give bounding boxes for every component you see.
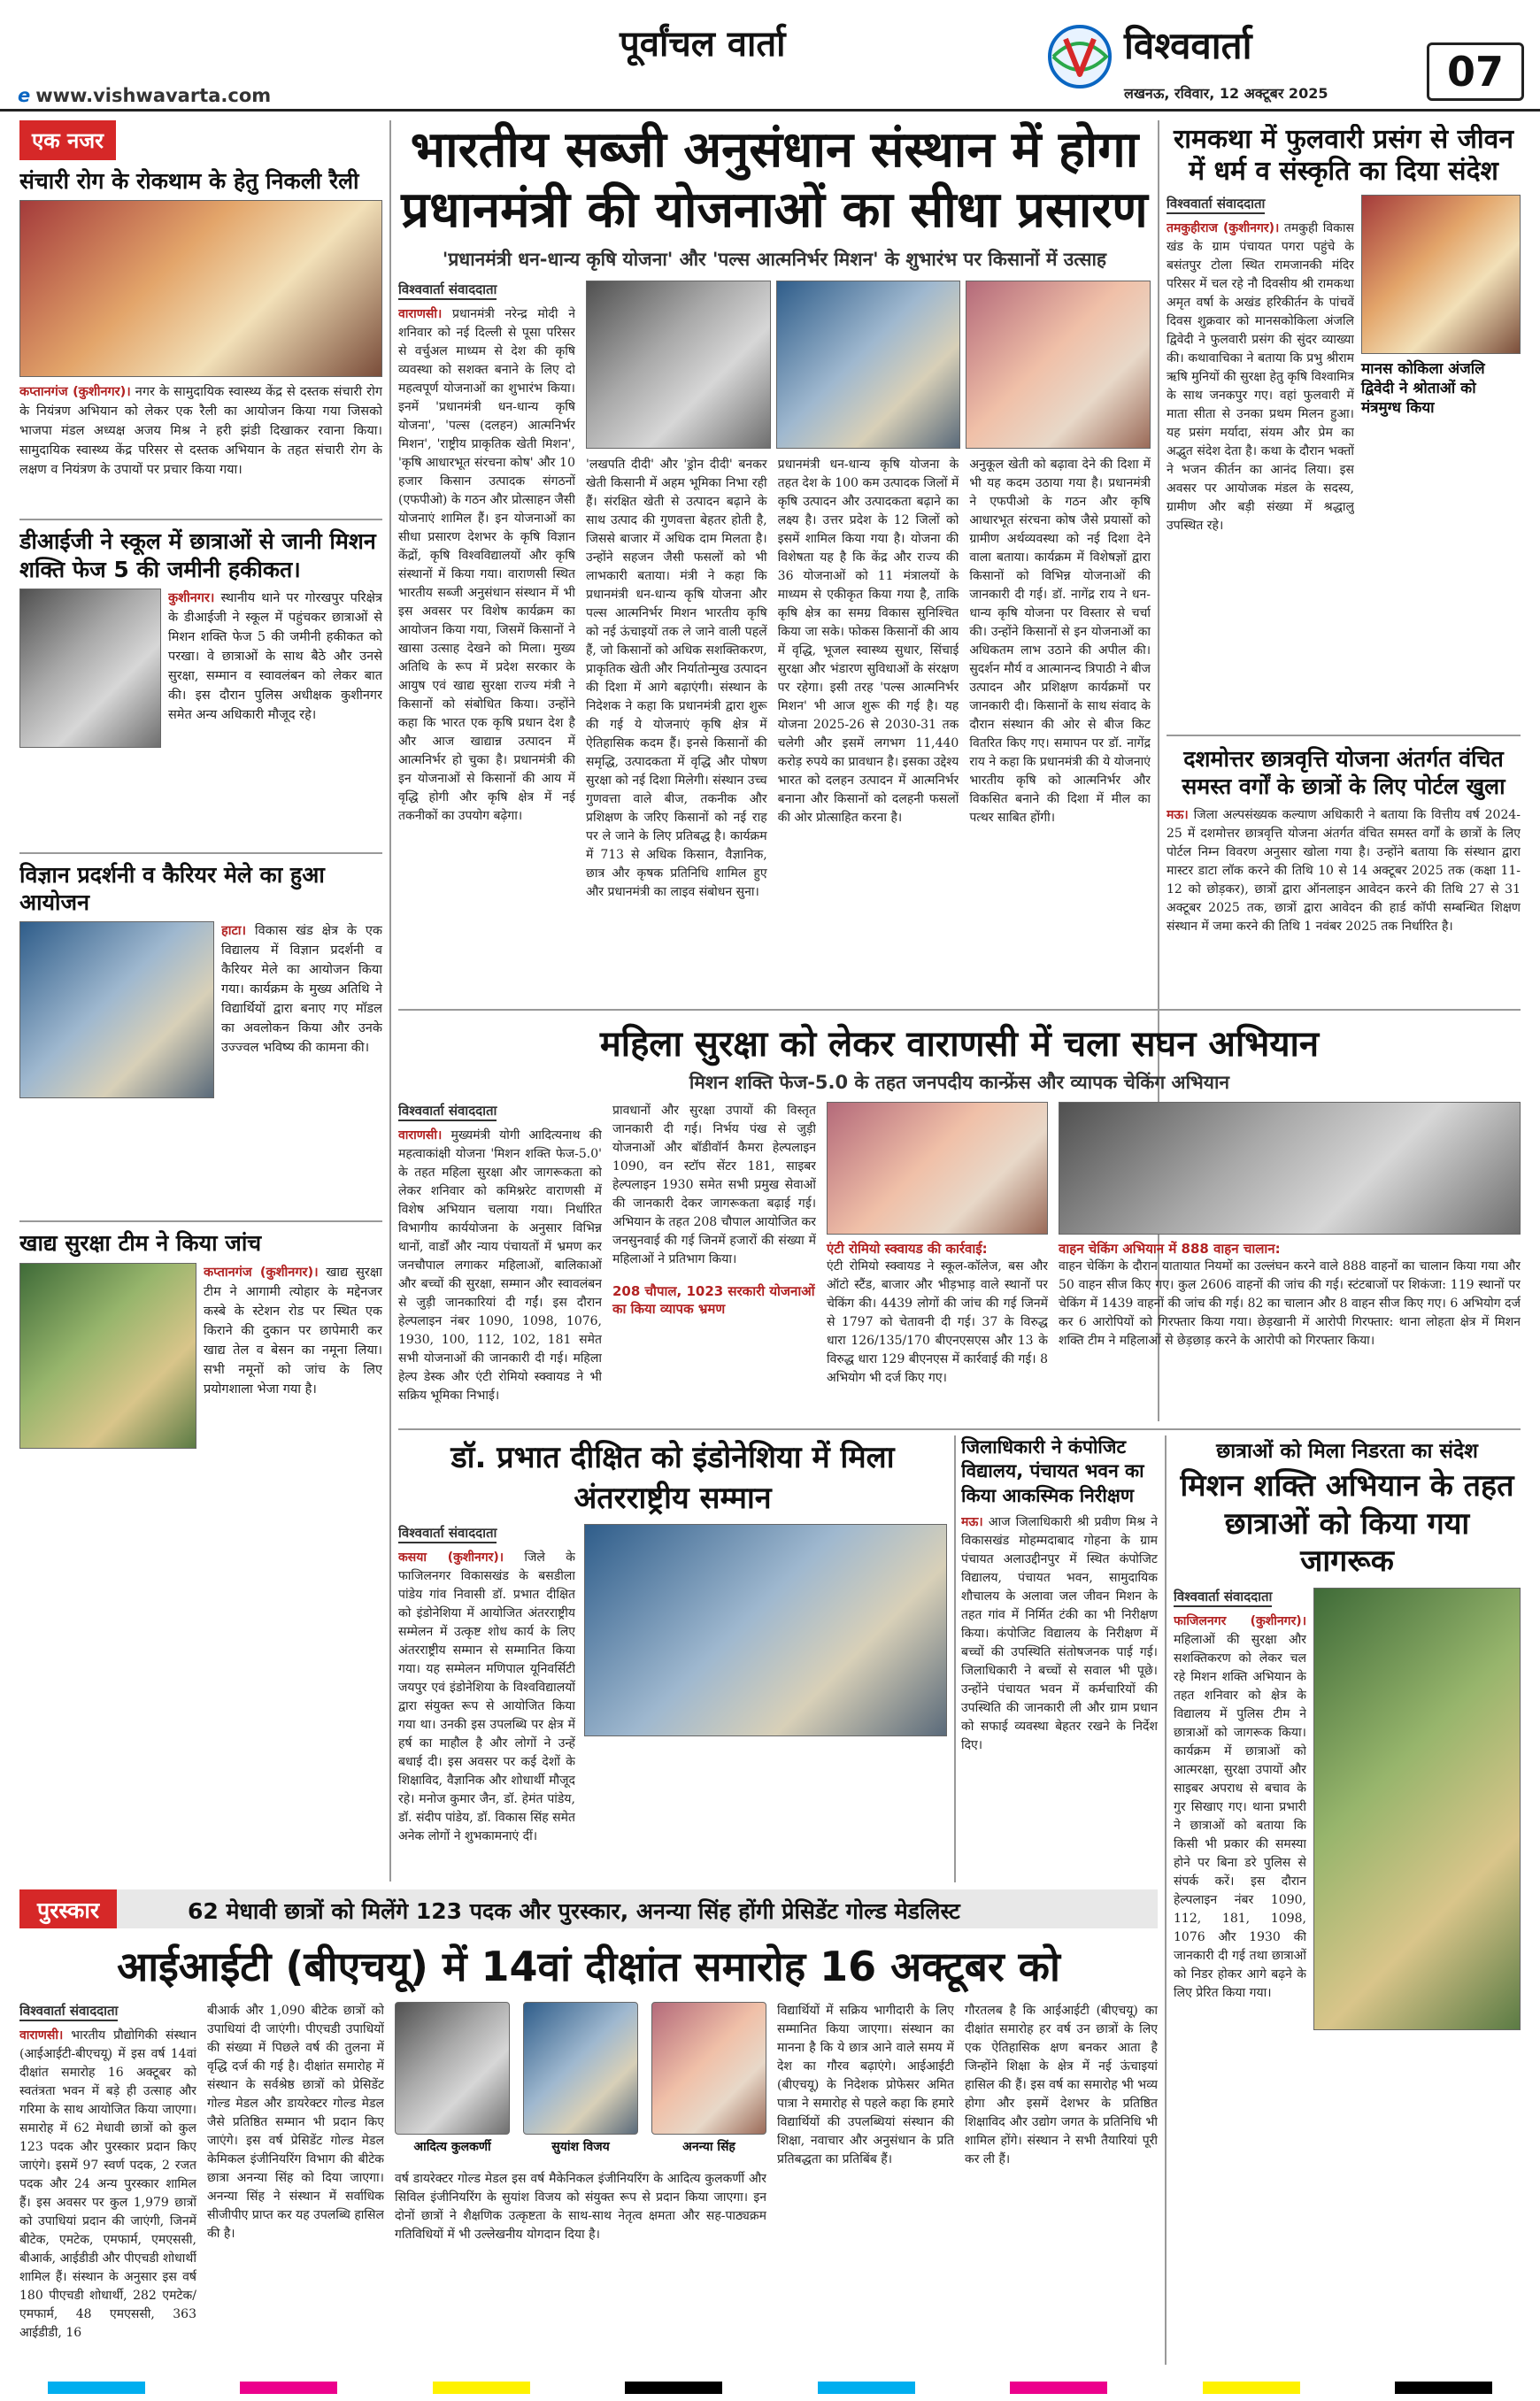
lead-photo-2 (776, 281, 961, 449)
iit-col5: विद्यार्थियों में सक्रिय भागीदारी के लिए सम्मानित किया जाएगा। संस्थान का मानना है कि ये छात्र आने वाले समय में देश का गौरव बढ़ाएंगे। आईआईटी (बीएचयू) के निदेशक प्रोफेसर अमित पात्रा ने समारोह से पहले कहा कि हमारे विद्यार्थियों की उपलब्धियां संस्थान की शिक्षा, नवाचार और अनुसंधान के प्रति प्रतिबद्धता का प्रतिबिंब हैं। (777, 2004, 954, 2166)
women-safety-story (398, 1018, 1521, 1421)
page-number: 07 (1427, 42, 1524, 101)
ek-nazar-tag: एक नजर (19, 120, 116, 160)
safety-col4: एंटी रोमियो स्क्वायड ने स्कूल-कॉलेज, बस और ऑटो स्टैंड, बाजार और भीड़भाड़ वाले स्थानों पर चेकिंग की। 4439 लोगों की जांच की गई जिनमें से 1797 को चेतावनी दी गई। 37 के विरुद्ध धारा 126/135/170 बीएनएसएस और 13 के विरुद्ध धारा 129 बीएनएस में कार्रवाई की गई। 8 अभियोग भी दर्ज किए गए। (827, 1259, 1048, 1385)
lead-col3: प्रधानमंत्री धन-धान्य कृषि योजना के तहत देश के 100 कम उत्पादक जिलों में कृषि उत्पादन और उत्पादकता बढ़ाने का लक्ष्य है। उत्तर प्रदेश के 12 जिलों को इसमें शामिल किया गया है। योजना की विशेषता यह है कि केंद्र और राज्य की 36 योजनाओं को 11 मंत्रालयों के माध्यम से एकीकृत किया गया है, ताकि कृषि क्षेत्र का समग्र विकास सुनिश्चित किया जा सके। फोकस किसानों की आय में वृद्धि, भूजल स्वास्थ्य सुधार, सिंचाई सुरक्षा और भंडारण सुविधाओं के संरक्षण पर रहेगा। इसी तरह 'पल्स आत्मनिर्भर मिशन' भी आज शुरू की गई है। यह योजना 2025-26 से 2030-31 तक चलेगी और इसमें लगभग 11,440 करोड़ रुपये का प्रावधान है। इसका उद्देश्य भारत को दलहन उत्पादन में आत्मनिर्भर बनाना और किसानों को दलहनी फसलों की ओर प्रोत्साहित करना है। (777, 457, 959, 825)
site-url[interactable] (18, 85, 271, 106)
lead-subhead: 'प्रधानमंत्री धन-धान्य कृषि योजना' और 'पल्स आत्मनिर्भर मिशन' के शुभारंभ पर किसानों में उत्साह (442, 248, 1107, 270)
indonesia-story (398, 1435, 947, 1882)
article-2-body: कुशीनगर। स्थानीय थाने पर गोरखपुर परिक्षेत्र के डीआईजी ने स्कूल में पहुंचकर छात्राओं से मिशन शक्ति फेज 5 की जमीनी हकीकत को परखा। वे छात्राओं के साथ बैठे और उनसे सुरक्षा, सम्मान व स्वावलंबन को लेकर बात की। इस दौरान पुलिस अधीक्षक कुशीनगर समेत अन्य अधिकारी मौजूद रहे। (168, 590, 382, 722)
article-1-body: कप्तानगंज (कुशीनगर)। नगर के सामुदायिक स्वास्थ्य केंद्र से दस्तक संचारी रोग के नियंत्रण अभियान को लेकर एक रैली का आयोजन किया गया जिसको भाजपा मंडल अध्यक्ष अजय मिश्र ने हरी झंडी दिखाकर रवाना किया। सामुदायिक स्वास्थ्य केंद्र परिसर से दस्तक अभियान के तहत संचारी रोग के लक्षण व नियंत्रण के उपायों पर प्रचार किया गया। (19, 385, 382, 478)
ramkatha-body: तमकुहीराज (कुशीनगर)। तमकुही विकास खंड के ग्राम पंचायत पगरा पहुंचे के बसंतपुर टोला स्थित रामजानकी मंदिर परिसर में चल रहे नौ दिवसीय श्री रामकथा अमृत वर्षा के अखंड हरिकीर्तन के पांचवें दिवस शुक्रवार को मानसकोकिला अंजलि द्विवेदी ने फुलवारी प्रसंग की सुंदर व्याख्या की। कथावाचिका ने बताया कि प्रभु श्रीराम ऋषि मुनियों की सुरक्षा हेतु कृषि विश्वामित्र के साथ जनकपुर गए। वहां फुलवारी में माता सीता से उनका प्रथम मिलन हुआ। यह प्रसंग मर्यादा, संयम और प्रेम का अद्भुत संदेश देता है। कथा के दौरान भक्तों ने भजन कीर्तन का आनंद लिया। इस अवसर पर आयोजक मंडल के सदस्य, ग्रामीण और बड़ी संख्या में श्रद्धालु उपस्थित रहे। (1167, 221, 1354, 533)
masthead (0, 0, 1540, 112)
portrait-aditya (395, 2002, 510, 2135)
lead-photo-3 (966, 281, 1151, 449)
safety-headline: महिला सुरक्षा को लेकर वाराणसी में चला सघन अभियान (599, 1024, 1320, 1065)
lead-bureau: विश्ववार्ता संवाददाता (398, 281, 497, 300)
safety-photo-1 (827, 1102, 1048, 1235)
safety-sub3: वाहन चेकिंग अभियान में 888 वाहन चालान: (1059, 1241, 1281, 1257)
brand-block (1044, 18, 1434, 106)
section-title: पूर्वांचल वार्ता (620, 24, 786, 65)
safety-sub1: 208 चौपाल, 1023 सरकारी योजनाओं का किया व्यापक भ्रमण (612, 1283, 815, 1317)
ramkatha-bureau: विश्ववार्ता संवाददाता (1167, 195, 1265, 214)
ramkatha-head: रामकथा में फुलवारी प्रसंग से जीवन में धर्म व संस्कृति का दिया संदेश (1174, 124, 1513, 187)
scholarship-body: मऊ। जिला अल्पसंख्यक कल्याण अधिकारी ने बताया कि वित्तीय वर्ष 2024-25 में दशमोत्तर छात्रवृत्ति योजना अंतर्गत वंचित समस्त वर्गों के छात्रों के लिए पोर्टल निम्न विवरण अनुसार खोला गया है। उन्होंने बताया कि संस्थान द्वारा मास्टर डाटा लॉक करने की तिथि 10 से 14 अक्टूबर 2025 तक (कक्षा 11-12 को छोड़कर), छात्रों द्वारा ऑनलाइन आवेदन करने की तिथि 27 से 31 अक्टूबर 2025 तक, छात्रों द्वारा आवेदन की हार्ड कॉपी सम्बन्धित शिक्षण संस्थान में जमा करने की तिथि 1 नवंबर 2025 तक निर्धारित है। (1167, 807, 1521, 934)
iit-col2: बीआर्क और 1,090 बीटेक छात्रों को उपाधियां दी जाएंगी। पीएचडी उपाधियों की संख्या में पिछले वर्ष की तुलना में वृद्धि दर्ज की गई है। दीक्षांत समारोह में संस्थान के सर्वश्रेष्ठ छात्रों को प्रेसिडेंट गोल्ड मेडल और डायरेक्टर गोल्ड मेडल जैसे प्रतिष्ठित सम्मान भी प्रदान किए जाएंगे। इस वर्ष प्रेसिडेंट गोल्ड मेडल केमिकल इंजीनियरिंग विभाग की बीटेक छात्रा अनन्या सिंह को दिया जाएगा। अनन्या सिंह ने संस्थान में सर्वाधिक सीजीपीए प्राप्त कर यह उपलब्धि हासिल की है। (207, 2004, 384, 2241)
safety-subhead: मिशन शक्ति फेज-5.0 के तहत जनपदीय कान्फ्रेंस और व्यापक चेकिंग अभियान (689, 1072, 1230, 1093)
scholarship-story (1167, 745, 1521, 993)
safety-body: वाराणसी। मुख्यमंत्री योगी आदित्यनाथ की महत्वाकांक्षी योजना 'मिशन शक्ति फेज-5.0' के तहत महिला सुरक्षा और जागरूकता को लेकर शनिवार को कमिश्नरेट वाराणसी में विशेष अभियान चलाया गया। निर्धारित विभागीय कार्ययोजना के अनुसार विभिन्न थानों, वार्डों और न्याय पंचायतों में भ्रमण कर जनचौपाल लगाकर महिलाओं, बालिकाओं और बच्चों की सुरक्षा, सम्मान और स्वावलंबन से जुड़ी जानकारियां दी गईं। इस दौरान हेल्पलाइन नंबर 1090, 1098, 1076, 1930, 100, 112, 102, 181 समेत सभी योजनाओं की जानकारी दी गई। महिला हेल्प डेस्क और एंटी रोमियो स्क्वायड ने भी सक्रिय भूमिका निभाई। (398, 1128, 602, 1403)
mission-shakti-bureau: विश्ववार्ता संवाददाता (1174, 1588, 1272, 1607)
article-4-body: कप्तानगंज (कुशीनगर)। खाद्य सुरक्षा टीम ने आगामी त्योहार के मद्देनजर कस्बे के स्टेशन रोड पर स्थित एक किराने की दुकान पर छापेमारी कर खाद्य तेल व बेसन का नमूना लिया। सभी नमूनों को जांच के लिए प्रयोगशाला भेजा गया है। (204, 1265, 382, 1397)
lead-col4: अनुकूल खेती को बढ़ावा देने की दिशा में भी यह कदम उठाया गया है। प्रधानमंत्री ने एफपीओ के गठन और कृषि आधारभूत संरचना कोष जैसे प्रयासों को ग्रामीण अर्थव्यवस्था को नई दिशा देने वाला बताया। कार्यक्रम में विशेषज्ञों द्वारा किसानों को विभिन्न योजनाओं की जानकारी दी गई। डॉ. नागेंद्र राय ने धन-धान्य कृषि योजना पर विस्तार से चर्चा की। उन्होंने किसानों से इन योजनाओं का अधिकतम लाभ उठाने की अपील की। सुदर्शन मौर्य व आत्मानन्द त्रिपाठी ने बीज उत्पादन और प्रशिक्षण कार्यक्रमों पर जानकारी दी। किसानों के साथ संवाद के दौरान संस्थान की ओर से बीज किट वितरित किए गए। समापन पर डॉ. नागेंद्र राय ने कहा कि प्रधानमंत्री की ये योजनाएं भारतीय कृषि को आत्मनिर्भर और विकसित बनाने की दिशा में मील का पत्थर साबित होंगी। (969, 457, 1151, 825)
iit-body: वाराणसी। भारतीय प्रौद्योगिकी संस्थान (आईआईटी-बीएचयू) में इस वर्ष 14वां दीक्षांत समारोह 16 अक्टूबर को स्वतंत्रता भवन में बड़े ही उत्साह और गरिमा के साथ आयोजित किया जाएगा। समारोह में 62 मेधावी छात्रों को कुल 123 पदक और पुरस्कार प्रदान किए जाएंगे। इसमें 97 स्वर्ण पदक, 2 रजत पदक और 24 अन्य पुरस्कार शामिल हैं। इस अवसर पर कुल 1,979 छात्रों को उपाधियां प्रदान की जाएंगी, जिनमें बीटेक, एमटेक, एमफार्म, एमएससी, बीआर्क, आईडीडी और पीएचडी शोधार्थी शामिल हैं। संस्थान के अनुसार इस वर्ष 180 पीएचडी शोधार्थी, 282 एमटेक/एमफार्म, 48 एमएससी, 363 आईडीडी, 16 (19, 2028, 196, 2340)
dig-photo (19, 589, 161, 748)
portrait-ananya (651, 2002, 766, 2135)
rally-photo (19, 200, 382, 377)
indonesia-body: कसया (कुशीनगर)। जिले के फाजिलनगर विकासखंड के बसडीला पांडेय गांव निवासी डॉ. प्रभात दीक्षित को इंडोनेशिया में आयोजित अंतरराष्ट्रीय सम्मेलन में उत्कृष्ट शोध कार्य के लिए अंतरराष्ट्रीय सम्मान से सम्मानित किया गया। यह सम्मेलन मणिपाल यूनिवर्सिटी जयपुर एवं इंडोनेशिया के विश्वविद्यालयों द्वारा संयुक्त रूप से आयोजित किया गया था। उनकी इस उपलब्धि पर क्षेत्र में हर्ष का माहौल है और लोगों ने उन्हें बधाई दी। इस अवसर पर कई देशों के शिक्षाविद, वैज्ञानिक और शोधार्थी मौजूद रहे। मनोज कुमार जैन, डॉ. हेमंत पांडेय, डॉ. संदीप पांडेय, डॉ. विकास सिंह समेत अनेक लोगों ने शुभकामनाएं दीं। (398, 1551, 575, 1843)
dateline: लखनऊ, रविवार, 12 अक्टूबर 2025 (1124, 85, 1328, 102)
safety-bureau: विश्ववार्ता संवाददाता (398, 1102, 497, 1121)
safety-col5: वाहन चेकिंग के दौरान यातायात नियमों का उल्लंघन करने वाले 888 वाहनों का चालान किया गया और 50 वाहन सीज किए गए। कुल 2606 वाहनों की जांच की गई। स्टंटबाजों पर शिकंजा: 119 स्थानों पर चेकिंग में 1439 वाहनों की जांच की गई। 82 का चालान और 8 वाहन सीज किए गए। 6 अभियोग दर्ज कर 6 आरोपियों को गिरफ्तार किया गया। छेड़खानी में आरोपी गिरफ्तार: थाना लोहता क्षेत्र में मिशन शक्ति टीम ने महिलाओं से छेड़छाड़ करने के आरोपी को गिरफ्तार किया। (1059, 1259, 1521, 1348)
color-registration-bar (0, 2374, 1540, 2401)
scholarship-head: दशमोत्तर छात्रवृत्ति योजना अंतर्गत वंचित समस्त वर्गों के छात्रों के लिए पोर्टल खुला (1182, 746, 1505, 800)
iit-col4: वर्ष डायरेक्टर गोल्ड मेडल इस वर्ष मैकेनिकल इंजीनियरिंग के आदित्य कुलकर्णी और सिविल इंजीनियरिंग के सुयांश विजय को संयुक्त रूप से प्रदान किया जाएगा। इन दोनों छात्रों ने शैक्षणिक उत्कृष्टता के साथ-साथ नेतृत्व क्षमता और सह-पाठ्यक्रम गतिविधियों में भी उल्लेखनीय योगदान दिया है। (395, 2172, 766, 2242)
mission-shakti-story (1174, 1435, 1521, 2365)
article-4-head: खाद्य सुरक्षा टीम ने किया जांच (19, 1230, 262, 1257)
safety-photo-2 (1059, 1102, 1521, 1235)
portrait-suyansh (523, 2002, 638, 2135)
exhibition-photo (19, 921, 214, 1098)
safety-col3: प्रावधानों और सुरक्षा उपायों की विस्तृत जानकारी दी गई। निर्भय पंख से जुड़ी योजनाओं और बॉडीवॉर्न कैमरा हेल्पलाइन 1090, वन स्टॉप सेंटर 181, साइबर हेल्पलाइन 1930 समेत सभी प्रमुख सेवाओं की जानकारी देकर जागरूकता बढ़ाई गई। अभियान के तहत 208 चौपाल आयोजित कर जनसुनवाई की गई जिनमें हजारों की संख्या में महिलाओं ने प्रतिभाग किया। (612, 1104, 816, 1266)
left-column (19, 120, 382, 1882)
award-tag: पुरस्कार (19, 1889, 117, 1928)
dm-inspection-story (961, 1435, 1158, 1882)
article-3-head: विज्ञान प्रदर्शनी व कैरियर मेले का हुआ आयोजन (19, 861, 325, 915)
indonesia-bureau: विश्ववार्ता संवाददाता (398, 1524, 497, 1543)
dm-headline: जिलाधिकारी ने कंपोजिट विद्यालय, पंचायत भवन का किया आकस्मिक निरीक्षण (961, 1436, 1144, 1506)
ramkatha-story (1167, 124, 1521, 726)
award-subhead: 62 मेधावी छात्रों को मिलेंगे 123 पदक और पुरस्कार, अनन्या सिंह होंगी प्रेसिडेंट गोल्ड मेडलिस्ट (188, 1898, 960, 1924)
lead-headline-2: प्रधानमंत्री की योजनाओं का सीधा प्रसारण (401, 181, 1148, 240)
iit-bureau: विश्ववार्ता संवाददाता (19, 2002, 118, 2021)
iit-headline: आईआईटी (बीएचयू) में 14वां दीक्षांत समारोह 16 अक्टूबर को (117, 1943, 1060, 1990)
award-strip (19, 1889, 1158, 1928)
food-safety-photo (19, 1263, 196, 1449)
lead-body: वाराणसी। प्रधानमंत्री नरेन्द्र मोदी ने शनिवार को नई दिल्ली से पूसा परिसर से वर्चुअल माध्यम से देश की कृषि व्यवस्था को सशक्त बनाने के लिए दो महत्वपूर्ण योजनाओं का शुभारंभ किया। इनमें 'प्रधानमंत्री धन-धान्य कृषि योजना', 'पल्स (दलहन) आत्मनिर्भर मिशन', 'राष्ट्रीय प्राकृतिक खेती मिशन', 'कृषि आधारभूत संरचना कोष' और 10 हजार किसान उत्पादक संगठनों (एफपीओ) के गठन और प्रोत्साहन जैसी योजनाएं शामिल हैं। इन योजनाओं का सीधा प्रसारण देशभर के कृषि विज्ञान केंद्रों, कृषि विश्वविद्यालयों और कृषि संस्थानों में किया गया। वाराणसी स्थित भारतीय सब्जी अनुसंधान संस्थान में भी इस अवसर पर विशेष कार्यक्रम का आयोजन किया गया, जिसमें किसानों ने खासा उत्साह देखने को मिला। मुख्य अतिथि के रूप में प्रदेश सरकार के आयुष एवं खाद्य सुरक्षा राज्य मंत्री ने किसानों को संबोधित किया। उन्होंने कहा कि भारत एक कृषि प्रधान देश है और आज खाद्यान्न उत्पादन में आत्मनिर्भर हो चुका है। प्रधानमंत्री की इन योजनाओं से किसानों की आय में वृद्धि होगी और कृषि क्षेत्र में नई तकनीकों का उपयोग बढ़ेगा। (398, 306, 575, 823)
site-url-text: www.vishwavarta.com (35, 85, 272, 106)
ramkatha-caption: मानस कोकिला अंजलि द्विवेदी ने श्रोताओं को मंत्रमुग्ध किया (1361, 360, 1485, 418)
name-ananya: अनन्या सिंह (682, 2140, 735, 2154)
medalist-portraits (395, 2002, 766, 2365)
mission-shakti-kicker: छात्राओं को मिला निडरता का संदेश (1216, 1440, 1478, 1463)
article-2-head: डीआईजी ने स्कूल में छात्राओं से जानी मिशन शक्ति फेज 5 की जमीनी हकीकत। (19, 528, 376, 582)
globe-logo-icon (1044, 21, 1115, 92)
safety-sub2: एंटी रोमियो स्क्वायड की कार्रवाई: (827, 1241, 988, 1257)
article-3-body: हाटा। विकास खंड क्षेत्र के एक विद्यालय में विज्ञान प्रदर्शनी व कैरियर मेले का आयोजन किया गया। कार्यक्रम के मुख्य अतिथि ने विद्यार्थियों द्वारा बनाए गए मॉडल का अवलोकन किया और उनके उज्ज्वल भविष्य की कामना की। (221, 924, 382, 1056)
lead-photo-1 (586, 281, 771, 449)
mission-shakti-headline: मिशन शक्ति अभियान के तहत छात्राओं को किया गया जागरूक (1180, 1468, 1514, 1579)
mission-shakti-photo (1313, 1588, 1521, 2030)
dm-body: मऊ। आज जिलाधिकारी श्री प्रवीण मिश्र ने विकासखंड मोहम्मदाबाद गोहना के ग्राम पंचायत अलाउद्दीनपुर में स्थित कंपोजिट विद्यालय, पंचायत भवन, सामुदायिक शौचालय के अलावा जल जीवन मिशन के तहत गांव में निर्मित टंकी का भी निरीक्षण किया। कंपोजिट विद्यालय के निरीक्षण में बच्चों की उपस्थिति संतोषजनक पाई गई। जिलाधिकारी ने बच्चों से सवाल भी पूछे। उन्होंने पंचायत भवन में कर्मचारियों की उपस्थिति की जानकारी ली और ग्राम प्रधान को सफाई व्यवस्था बेहतर रखने के निर्देश दिए। (961, 1514, 1158, 1752)
iit-col6: गौरतलब है कि आईआईटी (बीएचयू) का दीक्षांत समारोह हर वर्ष उन छात्रों के लिए एक ऐतिहासिक क्षण बनकर आता है जिन्होंने शिक्षा के क्षेत्र में नई ऊंचाइयां हासिल की हैं। इस वर्ष का समारोह भी भव्य होगा और इसमें देशभर के प्रतिष्ठित शिक्षाविद और उद्योग जगत के प्रतिनिधि भी शामिल होंगे। संस्थान ने सभी तैयारियां पूरी कर ली हैं। (965, 2004, 1158, 2166)
e-browser-icon: e (18, 85, 31, 106)
iit-story (19, 2002, 1158, 2369)
lead-col2: 'लखपति दीदी' और 'ड्रोन दीदी' बनकर खेती किसानी में अहम भूमिका निभा रही हैं। संरक्षित खेती से उत्पादन बढ़ाने के साथ उत्पाद की गुणवत्ता बेहतर होती है, जिससे बाजार में अधिक दाम मिलता है। उन्होंने सहजन जैसी फसलों को भी लाभकारी बताया। मंत्री ने कहा कि प्रधानमंत्री धन-धान्य कृषि योजना और पल्स आत्मनिर्भर मिशन भारतीय कृषि को नई ऊंचाइयों तक ले जाने वाली पहलें हैं, जो किसानों को अधिक सशक्तिकरण, प्राकृतिक खेती और निर्यातोन्मुख उत्पादन की दिशा में आगे बढ़ाएंगी। संस्थान के निदेशक ने कहा कि प्रधानमंत्री द्वारा शुरू की गई ये योजनाएं कृषि क्षेत्र में ऐतिहासिक कदम हैं। इनसे किसानों की समृद्धि, उत्पादकता में वृद्धि और पोषण सुरक्षा को नई दिशा मिलेगी। संस्थान उच्च गुणवत्ता वाले बीज, तकनीक और प्रशिक्षण के जरिए किसानों को नई राह पर ले जाने के लिए प्रतिबद्ध है। कार्यक्रम में 713 से अधिक किसान, वैज्ञानिक, छात्र और कृषक प्रतिनिधि शामिल हुए और प्रधानमंत्री का लाइव संबोधन सुना। (586, 457, 767, 899)
name-suyansh: सुयांश विजय (551, 2140, 610, 2154)
indonesia-headline: डॉ. प्रभात दीक्षित को इंडोनेशिया में मिला अंतरराष्ट्रीय सम्मान (450, 1440, 895, 1516)
article-1-head: संचारी रोग के रोकथाम के हेतु निकली रैली (19, 168, 359, 194)
kathavachika-photo (1361, 195, 1521, 354)
indonesia-photo (584, 1524, 947, 1736)
name-aditya: आदित्य कुलकर्णी (413, 2140, 491, 2154)
lead-headline-1: भारतीय सब्जी अनुसंधान संस्थान में होगा (410, 121, 1139, 179)
brand-name: विश्ववार्ता (1124, 24, 1252, 67)
lead-story (398, 120, 1151, 1005)
mission-shakti-body: फाजिलनगर (कुशीनगर)। महिलाओं की सुरक्षा और सशक्तिकरण को लेकर चल रहे मिशन शक्ति अभियान के तहत शनिवार को क्षेत्र के विद्यालय में पुलिस टीम ने छात्राओं को जागरूक किया। कार्यक्रम में छात्राओं को आत्मरक्षा, सुरक्षा उपायों और साइबर अपराध से बचाव के गुर सिखाए गए। थाना प्रभारी ने छात्राओं को बताया कि किसी भी प्रकार की समस्या होने पर बिना डरे पुलिस से संपर्क करें। इस दौरान हेल्पलाइन नंबर 1090, 112, 181, 1098, 1076 और 1930 की जानकारी दी गई तथा छात्राओं को निडर होकर आगे बढ़ने के लिए प्रेरित किया गया। (1174, 1613, 1306, 2000)
